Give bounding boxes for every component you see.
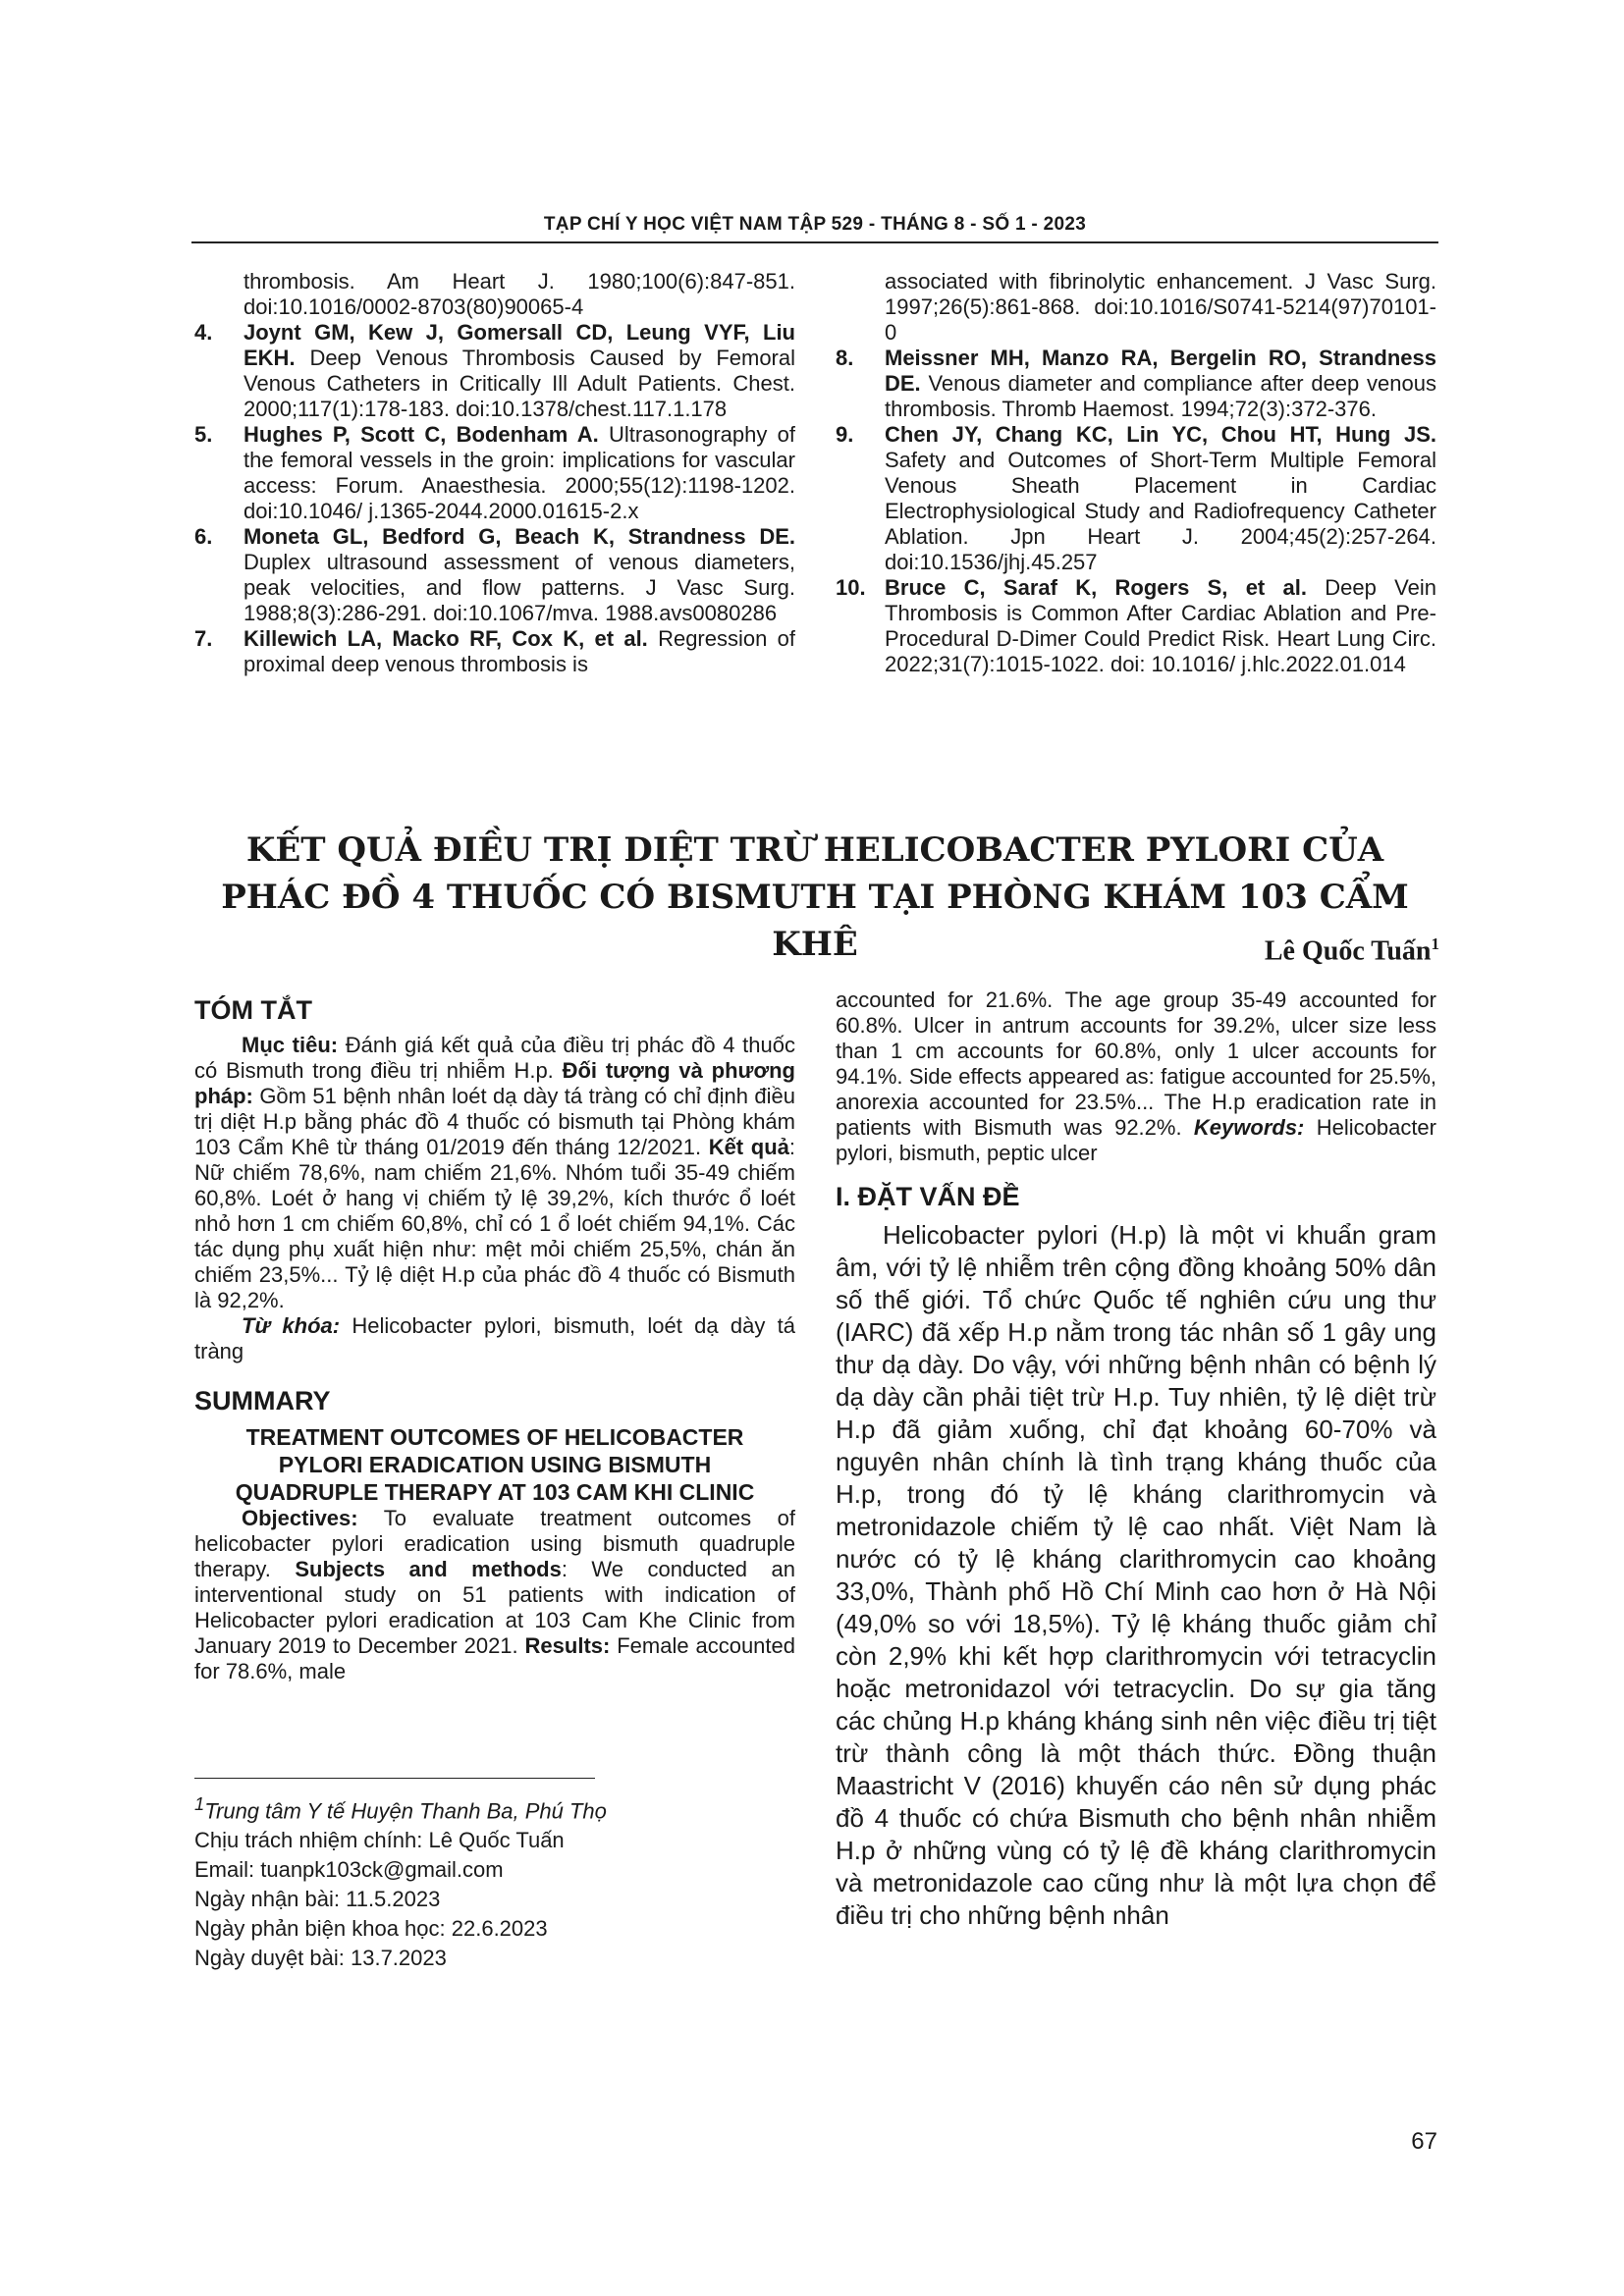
author-affiliation-mark: 1 — [1431, 934, 1439, 953]
abstract-column — [194, 993, 795, 1684]
abstract-vi-keywords — [194, 1313, 795, 1364]
results-text: : Nữ chiếm 78,6%, nam chiếm 21,6%. Nhóm tuổi 35-49 chiếm 60,8%. Loét ở hang vị chiếm tỷ lệ 39,2%, kích thước ổ loét nhỏ hơn 1 cm chiếm 60,8%, chỉ có 1 ổ loét chiếm 94,1%. Các tác dụng phụ xuất hiện như: mệt mỏi chiếm 25,5%, chán ăn chiếm 23,5%... Tỷ lệ diệt H.p của phác đồ 4 thuốc có Bismuth là 92,2%. — [194, 1135, 795, 1312]
methods-label: Đối tượng và phương pháp: — [194, 1058, 795, 1108]
footnote-email: Email: tuanpk103ck@gmail.com — [194, 1857, 504, 1883]
reference-item — [194, 320, 795, 422]
reference-item — [194, 422, 795, 524]
article-title-line-1: KẾT QUẢ ĐIỀU TRỊ DIỆT TRỪ HELICOBACTER PYLORI CỦA — [245, 830, 1384, 870]
reference-text: Regression of proximal deep venous thrombosis is — [244, 626, 795, 676]
reference-number: 5. — [194, 422, 213, 447]
reference-item — [194, 524, 795, 626]
reference-authors: Joynt GM, Kew J, Gomersall CD, Leung VYF, Liu EKH. — [244, 320, 795, 370]
reference-number: 6. — [194, 524, 213, 549]
footnote-rule — [194, 1778, 595, 1779]
header-rule — [191, 241, 1438, 243]
article-title — [191, 827, 1438, 968]
summary-heading: SUMMARY — [194, 1386, 331, 1415]
abstract-vi-heading: TÓM TẮT — [194, 995, 312, 1025]
reference-item — [836, 346, 1436, 422]
reference-authors: Meissner MH, Manzo RA, Bergelin RO, Strandness DE. — [885, 346, 1436, 396]
reference-number: 8. — [836, 346, 854, 370]
page-number: 67 — [1411, 2128, 1437, 2155]
reference-item — [194, 626, 795, 677]
introduction-heading: I. ĐẶT VẤN ĐỀ — [836, 1182, 1020, 1211]
footnote-affiliation — [194, 1789, 795, 1826]
methods-text: Gồm 51 bệnh nhân loét dạ dày tá tràng có chỉ định điều trị diệt H.p bằng phác đồ 4 thuốc có bismuth tại Phòng khám 103 Cẩm Khê từ tháng 01/2019 đến tháng 12/2021. — [194, 1084, 795, 1159]
reference-text: Duplex ultrasound assessment of venous diameters, peak velocities, and flow patterns. J Vasc Surg. 1988;8(3):286-291. doi:10.1067/mva. 1988.avs0080286 — [244, 550, 795, 625]
objectives-label: Objectives: — [242, 1506, 358, 1530]
footnote-approved: Ngày duyệt bài: 13.7.2023 — [194, 1946, 447, 1971]
reference-authors: Hughes P, Scott C, Bodenham A. — [244, 422, 599, 447]
reference-number: 7. — [194, 626, 213, 651]
body-column — [836, 988, 1436, 1932]
objectives-text: To evaluate treatment outcomes of helicobacter pylori eradication using bismuth quadruple therapy. — [194, 1506, 795, 1581]
reference-text: Safety and Outcomes of Short-Term Multiple Femoral Venous Sheath Placement in Cardiac Electrophysiological Study and Radiofrequency Catheter Ablation. Jpn Heart J. 2004;45(2):257-264. doi:10.1536/jhj.45.257 — [885, 448, 1436, 574]
objective-text: Đánh giá kết quả của điều trị phác đồ 4 thuốc có Bismuth trong điều trị nhiễm H.p. — [194, 1033, 795, 1083]
reference-number: 10. — [836, 575, 866, 600]
reference-item — [836, 575, 1436, 677]
article-title-line-2: PHÁC ĐỒ 4 THUỐC CÓ BISMUTH TẠI PHÒNG KHÁM 103 CẨM KHÊ — [221, 878, 1409, 964]
reference-authors: Moneta GL, Bedford G, Beach K, Strandness DE. — [244, 524, 795, 549]
objective-label: Mục tiêu: — [242, 1033, 339, 1057]
reference-number: 4. — [194, 320, 213, 345]
results-en-text-rest: accounted for 21.6%. The age group 35-49 accounted for 60.8%. Ulcer in antrum accounts for 39.2%, ulcer size less than 1 cm accounts for 60.8%, only 1 ulcer accounts for 94.1%. Side effects appeared as: fatigue accounted for 25.5%, anorexia accounted for 23.5%... The H.p eradication rate in patients with Bismuth was 92.2%. — [836, 988, 1436, 1140]
footnote-responsible: Chịu trách nhiệm chính: Lê Quốc Tuấn — [194, 1828, 565, 1853]
reference-authors: Killewich LA, Macko RF, Cox K, et al. — [244, 626, 648, 651]
reference-continuation: associated with fibrinolytic enhancement. J Vasc Surg. 1997;26(5):861-868. doi:10.1016/S0741-5214(97)70101-0 — [885, 269, 1436, 345]
reference-text: Deep Vein Thrombosis is Common After Cardiac Ablation and Pre-Procedural D-Dimer Could Predict Risk. Heart Lung Circ. 2022;31(7):1015-1022. doi: 10.1016/ j.hlc.2022.01.014 — [885, 575, 1436, 676]
reference-item — [836, 422, 1436, 575]
reference-continuation: thrombosis. Am Heart J. 1980;100(6):847-851. doi:10.1016/0002-8703(80)90065-4 — [244, 269, 795, 319]
subjects-text: : We conducted an interventional study on 51 patients with indication of Helicobacter pylori eradication at 103 Cam Khe Clinic from January 2019 to December 2021. — [194, 1557, 795, 1658]
affiliation-text: Trung tâm Y tế Huyện Thanh Ba, Phú Thọ — [204, 1798, 607, 1824]
results-en-text-start: Female accounted for 78.6%, male — [194, 1633, 796, 1683]
summary-title: TREATMENT OUTCOMES OF HELICOBACTER PYLORI ERADICATION USING BISMUTH QUADRUPLE THERAPY AT 103 CAM KHI CLINIC — [235, 1424, 755, 1505]
reference-text: Ultrasonography of the femoral vessels in the groin: implications for vascular access: Forum. Anaesthesia. 2000;55(12):1198-1202. doi:10.1046/ j.1365-2044.2000.01615-2.x — [244, 422, 795, 523]
affiliation-mark: 1 — [194, 1793, 205, 1814]
footnote-reviewed: Ngày phản biện khoa học: 22.6.2023 — [194, 1916, 548, 1942]
reference-number: 9. — [836, 422, 854, 447]
reference-authors: Chen JY, Chang KC, Lin YC, Chou HT, Hung JS. — [885, 422, 1436, 447]
author-text: Lê Quốc Tuấn — [1264, 935, 1432, 967]
footnotes — [194, 1789, 795, 1973]
keywords-en-text: Helicobacter pylori, bismuth, peptic ulcer — [836, 1115, 1436, 1165]
summary-body — [194, 1506, 795, 1684]
introduction-text: Helicobacter pylori (H.p) là một vi khuẩn gram âm, với tỷ lệ nhiễm trên cộng đồng khoảng 50% dân số thế giới. Tổ chức Quốc tế nghiên cứu ung thư (IARC) đã xếp H.p nằm trong tác nhân số 1 gây ung thư dạ dày. Do vậy, với những bệnh nhân có bệnh lý dạ dày cần phải tiệt trừ H.p. Tuy nhiên, tỷ lệ diệt trừ H.p đã giảm xuống, chỉ đạt khoảng 60-70% và nguyên nhân chính là tình trạng kháng thuốc của H.p, trong đó tỷ lệ kháng clarithromycin và metronidazole chiếm tỷ lệ cao nhất. Việt Nam là nước có tỷ lệ kháng clarithromycin cao khoảng 33,0%, Thành phố Hồ Chí Minh cao hơn ở Hà Nội (49,0% so với 18,5%). Tỷ lệ kháng thuốc giảm chỉ còn 2,9% khi kết hợp clarithromycin với tetracyclin hoặc metronidazol với tetracyclin. Do sự gia tăng các chủng H.p kháng kháng sinh nên việc điều trị tiệt trừ thành công là một thách thức. Đồng thuận Maastricht V (2016) khuyến cáo nên sử dụng phác đồ 4 thuốc có chứa Bismuth cho bệnh nhân nhiễm H.p ở những vùng có tỷ lệ đề kháng clarithromycin và metronidazole cao cũng như là một lựa chọn để điều trị cho những bệnh nhân — [836, 1220, 1436, 1930]
references-left-column — [194, 269, 795, 677]
footnote-received: Ngày nhận bài: 11.5.2023 — [194, 1887, 441, 1912]
abstract-vi-body — [194, 1033, 795, 1313]
reference-text: Venous diameter and compliance after deep venous thrombosis. Thromb Haemost. 1994;72(3):372-376. — [885, 371, 1436, 421]
author-name — [1265, 934, 1439, 967]
results-en-label: Results: — [524, 1633, 611, 1658]
references-right-column — [836, 269, 1436, 677]
journal-header: TẠP CHÍ Y HỌC VIỆT NAM TẬP 529 - THÁNG 8 - SỐ 1 - 2023 — [543, 214, 1087, 235]
reference-text: Deep Venous Thrombosis Caused by Femoral Venous Catheters in Critically Ill Adult Patients. Chest. 2000;117(1):178-183. doi:10.1378/chest.117.1.178 — [244, 346, 796, 421]
reference-authors: Bruce C, Saraf K, Rogers S, et al. — [885, 575, 1307, 600]
results-label: Kết quả — [708, 1135, 789, 1159]
keywords-en-label: Keywords: — [1193, 1115, 1305, 1140]
subjects-label: Subjects and methods — [295, 1557, 562, 1581]
keywords-vi-text: Helicobacter pylori, bismuth, loét dạ dày tá tràng — [194, 1313, 795, 1363]
keywords-vi-label: Từ khóa: — [242, 1313, 341, 1338]
summary-continued — [836, 988, 1436, 1166]
